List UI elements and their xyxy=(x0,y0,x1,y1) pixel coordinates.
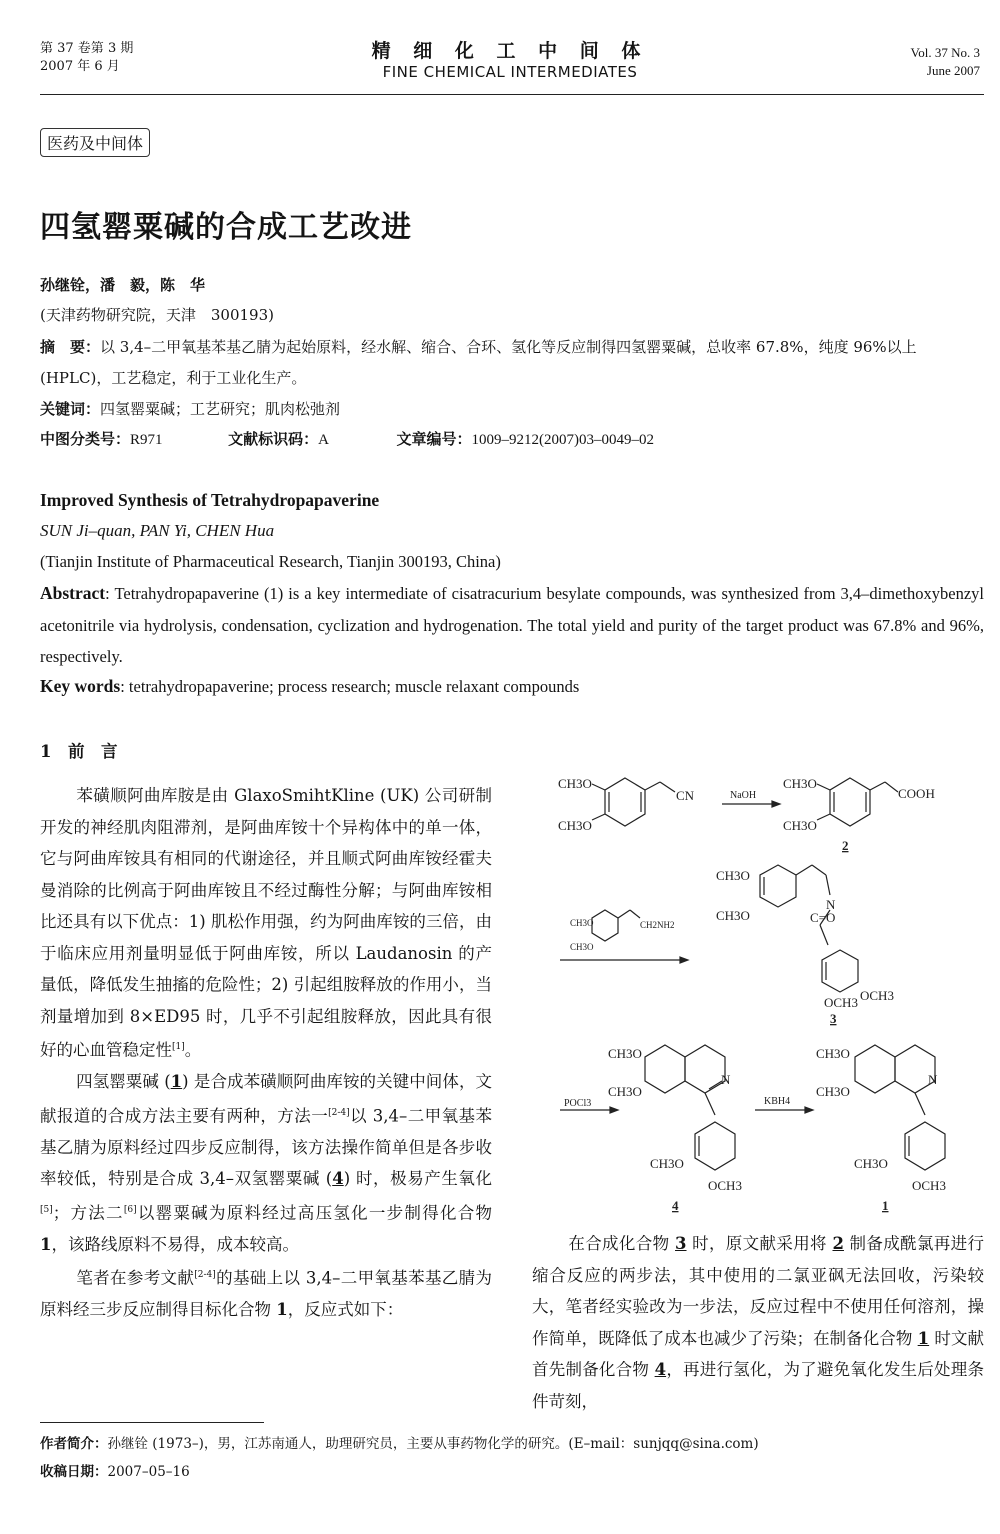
en-abstract-label: Abstract xyxy=(40,583,106,603)
keywords-cn-label: 关键词： xyxy=(40,400,101,418)
scheme-label: CH3O xyxy=(570,918,594,928)
benzene-ring xyxy=(645,1045,685,1093)
rc-c: 制备成酰氯再进行缩合反应的两步法，其中使用的二氯亚砜无法回收，污染较大，笔者经实验改为一步法，反应过程中不使用任何溶剂，操作简单，既降低了成本也减少了污染；在制备化合物 xyxy=(532,1234,984,1348)
issue-volume: 第 37 卷第 3 期 xyxy=(40,41,134,56)
issue-date-en: June 2007 xyxy=(926,63,980,78)
paragraph-1 xyxy=(40,780,492,1066)
scheme-label: CH3O xyxy=(783,818,817,833)
rc-e: ，再进行氢化，为了避免氧化发生后处理条件苛刻， xyxy=(532,1360,985,1411)
issue-info xyxy=(40,40,133,76)
compound-label: 1 xyxy=(882,1198,889,1213)
author-bio-label: 作者简介： xyxy=(40,1436,108,1452)
scheme-label: OCH3 xyxy=(824,995,858,1010)
scheme-label: CH3O xyxy=(783,776,817,791)
scheme-label: CH3O xyxy=(570,942,594,952)
compound-ref: 1 xyxy=(170,1072,183,1091)
journal-title xyxy=(330,36,690,81)
scheme-label: CH3O xyxy=(716,868,750,883)
benzene-ring xyxy=(760,865,796,907)
scheme-label: CH3O xyxy=(608,1084,642,1099)
benzene-ring xyxy=(592,910,618,941)
scheme-label: CH3O xyxy=(816,1046,850,1061)
ref-6: [6] xyxy=(123,1204,137,1215)
keywords-cn-text: 四氢罂粟碱；工艺研究；肌肉松弛剂 xyxy=(100,400,341,418)
p2-c: 以 3,4–二甲氧基苯基乙腈为原料经过四步反应制得，该方法操作简单但是各步收率较低，特别是合成 3,4–双氢罂粟碱 ( xyxy=(40,1106,492,1188)
paragraph-1-text: 苯磺顺阿曲库胺是由 GlaxoSmihtKline (UK) 公司研制开发的神经肌肉阻滞剂，是阿曲库铵十个异构体中的单一体，它与阿曲库铵具有相同的代谢途径，并且顺式阿曲库铵经霍夫曼消除的比例高于阿曲库铵且不经过酶性分解；与阿曲库铵相比还具有以下优点：1) 肌松作用强，约为阿曲库铵的三倍，由于临床应用剂量明显低于阿曲库铵，所以 Laudanosin 的产量低，降低发生抽搐的危险性；2) 引起组胺释放的作用小，当剂量增加到 8×ED95 时，几乎不引起组胺释放，因此具有很好的心血管稳定性 xyxy=(40,786,492,1060)
author-bio-text: 孙继铨 (1973–)，男，江苏南通人，助理研究员，主要从事药物化学的研究。(E–mail：sunjqq@sina.com) xyxy=(107,1436,759,1452)
benzene-ring xyxy=(830,778,870,826)
scheme-label: CH2NH2 xyxy=(640,920,675,930)
ref-2-4: [2-4] xyxy=(194,1270,216,1280)
ref-5: [5] xyxy=(40,1204,53,1215)
reagent-label: KBH4 xyxy=(764,1096,791,1107)
compound-ref: 1 xyxy=(40,1234,52,1254)
article-title: 四氢罂粟碱的合成工艺改进 xyxy=(40,210,412,245)
keywords-cn xyxy=(40,398,340,419)
benzene-ring xyxy=(605,778,645,826)
affiliation: (天津药物研究院，天津 300193) xyxy=(40,306,274,324)
right-column xyxy=(532,1228,984,1417)
abstract-cn-text: 以 3,4–二甲氧基苯基乙腈为起始原料，经水解、缩合、合环、氢化等反应制得四氢罂粟碱，总收率 67.8%，纯度 96%以上 (HPLC)，工艺稳定，利于工业化生产。 xyxy=(40,338,917,387)
p3-a: 笔者在参考文献 xyxy=(76,1268,195,1288)
issue-date: 2007 年 6 月 xyxy=(40,59,120,74)
scheme-label: CH3O xyxy=(558,818,592,833)
benzene-ring xyxy=(695,1122,735,1170)
scheme-label: N xyxy=(928,1072,938,1087)
compound-ref: 4 xyxy=(332,1169,344,1188)
left-column xyxy=(40,780,492,1326)
reaction-scheme xyxy=(530,770,990,1220)
reagent-label: NaOH xyxy=(730,790,757,801)
rc-d: 时文献首先制备化合物 xyxy=(532,1328,984,1379)
compound-label: 4 xyxy=(672,1198,679,1213)
compound-ref: 2 xyxy=(832,1234,844,1253)
section-heading: 1 前 言 xyxy=(40,742,118,761)
author-bio xyxy=(40,1432,984,1452)
scheme-label: CH3O xyxy=(608,1046,642,1061)
doc-code-label: 文献标识码： xyxy=(228,430,319,448)
received-date-text: 2007–05–16 xyxy=(107,1464,190,1480)
issue-volume-en: Vol. 37 No. 3 xyxy=(910,45,980,60)
received-date xyxy=(40,1460,190,1480)
en-affiliation: (Tianjin Institute of Pharmaceutical Research, Tianjin 300193, China) xyxy=(40,552,501,571)
en-abstract-text: Tetrahydropapaverine (1) is a key intermediate of cisatracurium besylate compounds, was synthesized from 3,4–dimethoxybenzyl acetonitrile via hydrolysis, condensation, cyclization and hydrogenation. The total yield and purity of the target product was 67.8% and 96%, respectively. xyxy=(40,584,984,666)
p2-d: ) 时，极易产生氧化 xyxy=(343,1169,492,1188)
scheme-label: CH3O xyxy=(816,1084,850,1099)
compound-ref: 1 xyxy=(276,1300,288,1319)
column-tag: 医药及中间体 xyxy=(40,128,150,157)
en-keywords-label: Key words xyxy=(40,676,121,696)
benzene-ring xyxy=(822,950,858,992)
scheme-label: CH3O xyxy=(854,1156,888,1171)
reagent-label: POCl3 xyxy=(564,1098,592,1109)
scheme-label: COOH xyxy=(898,786,935,801)
en-keywords: Key words: tetrahydropapaverine; process research; muscle relaxant compounds xyxy=(40,676,580,696)
scheme-label: CN xyxy=(676,788,695,803)
received-date-label: 收稿日期： xyxy=(40,1464,108,1480)
scheme-label: C=O xyxy=(810,910,836,925)
paragraph-1-end: 。 xyxy=(184,1040,202,1060)
scheme-label: N xyxy=(826,897,836,912)
en-abstract: Abstract: Tetrahydropapaverine (1) is a key intermediate of cisatracurium besylate compounds, was synthesized from 3,4–dimethoxybenzyl acetonitrile via hydrolysis, condensation, cyclization and hydrogenation. The total yield and purity of the target product was 67.8% and 96%, respectively. xyxy=(40,583,984,666)
abstract-cn xyxy=(40,332,984,394)
en-title: Improved Synthesis of Tetrahydropapaverine xyxy=(40,490,380,510)
paragraph-3 xyxy=(40,1260,492,1326)
p2-a: 四氢罂粟碱 ( xyxy=(76,1072,171,1091)
benzene-ring xyxy=(905,1122,945,1170)
dihydro-ring xyxy=(685,1045,725,1093)
benzene-ring xyxy=(855,1045,895,1093)
scheme-label: CH3O xyxy=(716,908,750,923)
ref-1: [1] xyxy=(172,1042,185,1052)
scheme-label: OCH3 xyxy=(708,1178,742,1193)
en-keywords-text: tetrahydropapaverine; process research; muscle relaxant compounds xyxy=(128,677,580,696)
clc-label: 中图分类号： xyxy=(40,430,131,448)
header-rule xyxy=(40,94,984,95)
article-no-value: 1009–9212(2007)03–0049–02 xyxy=(471,432,655,448)
scheme-label: CH3O xyxy=(650,1156,684,1171)
footnote-rule xyxy=(40,1422,264,1423)
rc-a: 在合成化合物 xyxy=(568,1234,676,1253)
compound-ref: 4 xyxy=(654,1360,667,1379)
scheme-label: N xyxy=(721,1072,731,1087)
rc-b: 时，原文献采用将 xyxy=(686,1234,833,1253)
p2-e: ；方法二 xyxy=(52,1203,124,1222)
ref-2-4: [2-4] xyxy=(328,1107,350,1118)
compound-ref: 3 xyxy=(675,1234,687,1253)
clc-value: R971 xyxy=(130,432,163,448)
scheme-label: CH3O xyxy=(558,776,592,791)
compound-label: 3 xyxy=(830,1011,837,1026)
p3-c: ，反应式如下： xyxy=(287,1300,404,1319)
p2-b: ) 是合成苯磺顺阿曲库铵的关键中间体，文献报道的合成方法主要有两种，方法一 xyxy=(40,1072,493,1125)
p3-b: 的基础上以 3,4–二甲氧基苯基乙腈为原料经三步反应制得目标化合物 xyxy=(40,1268,492,1319)
scheme-label: OCH3 xyxy=(860,988,894,1003)
p2-g: ，该路线原料不易得，成本较高。 xyxy=(51,1234,299,1254)
doc-code-value: A xyxy=(318,432,329,448)
scheme-label: OCH3 xyxy=(912,1178,946,1193)
p2-f: 以罂粟碱为原料经过高压氢化一步制得化合物 xyxy=(136,1203,493,1222)
article-no-label: 文章编号： xyxy=(396,430,472,448)
paragraph-2 xyxy=(40,1066,492,1260)
journal-title-en: FINE CHEMICAL INTERMEDIATES xyxy=(382,63,638,81)
journal-title-cn: 精 细 化 工 中 间 体 xyxy=(371,40,649,62)
en-authors: SUN Ji–quan, PAN Yi, CHEN Hua xyxy=(40,521,275,540)
issue-info-en xyxy=(911,44,980,80)
compound-label: 2 xyxy=(842,838,849,853)
compound-ref: 1 xyxy=(917,1328,930,1348)
abstract-cn-label: 摘 要： xyxy=(40,338,101,356)
authors: 孙继铨，潘 毅，陈 华 xyxy=(40,276,206,294)
classification-line xyxy=(40,428,984,449)
